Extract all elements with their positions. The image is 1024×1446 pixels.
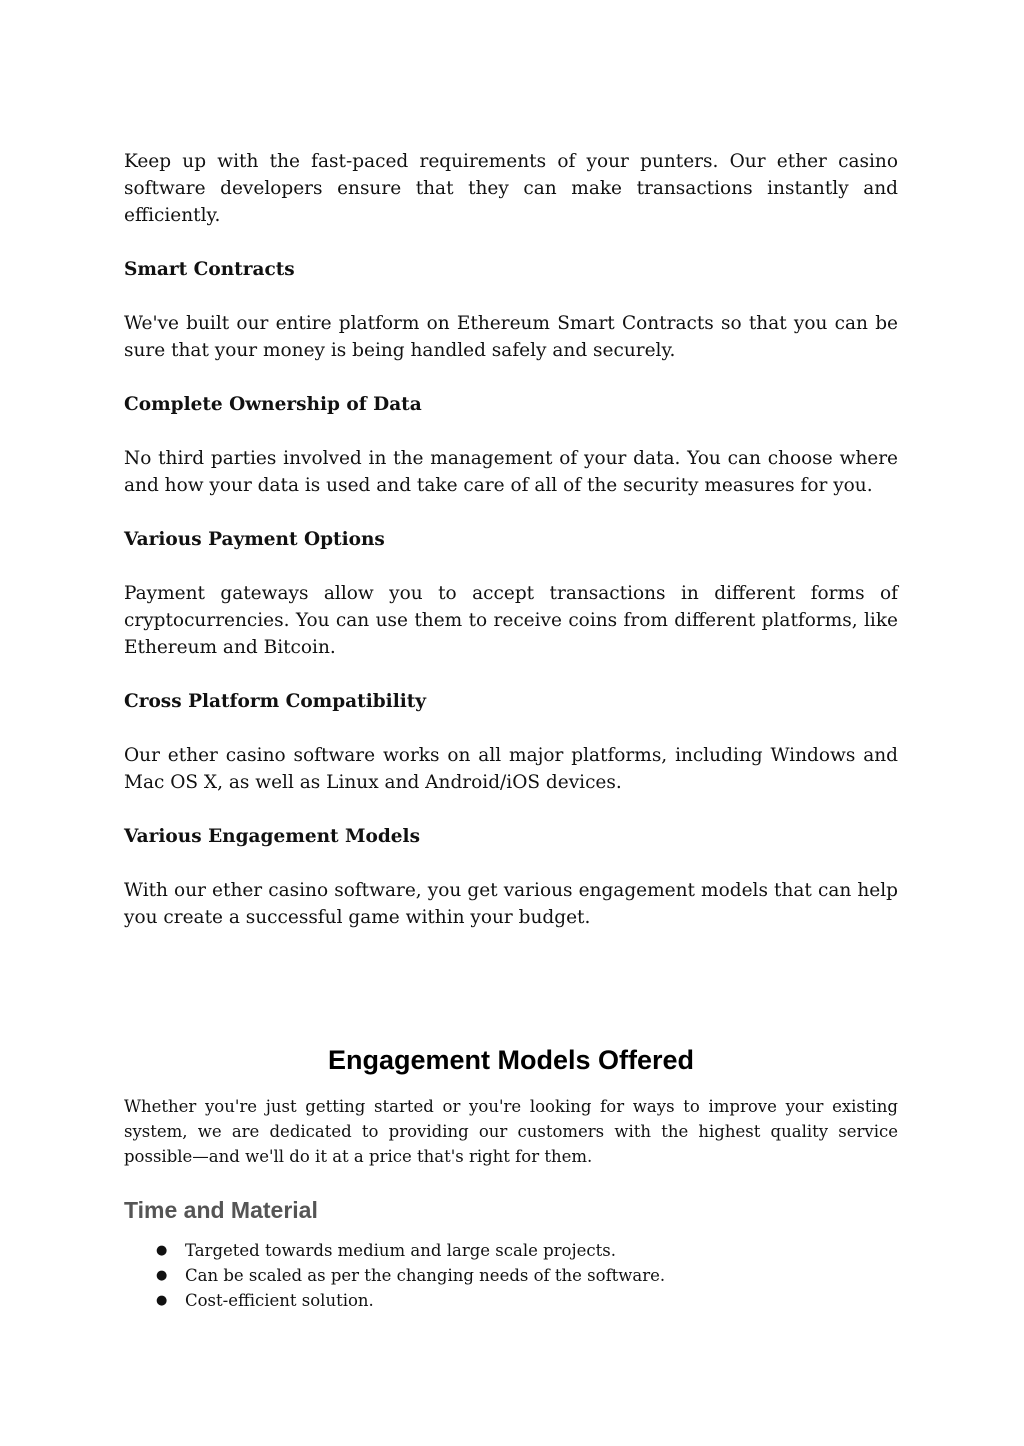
feature-text-data-ownership: No third parties involved in the management of your data. You can choose where and how your data is used and take care of all of the security measures for you. xyxy=(124,448,898,496)
spacer xyxy=(124,661,898,688)
spacer xyxy=(124,850,898,877)
feature-heading-payment-options: Various Payment Options xyxy=(124,529,385,550)
spacer xyxy=(124,553,898,580)
spacer xyxy=(124,1224,898,1238)
feature-text-smart-contracts: We've built our entire platform on Ethereum Smart Contracts so that you can be sure that your money is being handled safely and securely. xyxy=(124,313,898,361)
spacer xyxy=(124,1076,898,1094)
bullet-icon: ● xyxy=(156,1243,168,1258)
feature-heading-smart-contracts: Smart Contracts xyxy=(124,259,295,280)
list-item-text: Targeted towards medium and large scale projects. xyxy=(185,1241,616,1260)
list-item-text: Cost-efficient solution. xyxy=(185,1291,374,1310)
spacer xyxy=(124,715,898,742)
section-title: Engagement Models Offered xyxy=(327,1045,695,1075)
subsection-title: Time and Material xyxy=(124,1197,318,1223)
feature-text-payment-options: Payment gateways allow you to accept transactions in different forms of cryptocurrencies. You can use them to receive coins from different platforms, like Ethereum and Bitcoin. xyxy=(124,583,898,658)
spacer xyxy=(124,229,898,256)
bullet-icon: ● xyxy=(156,1293,168,1308)
engagement-intro: Whether you're just getting started or you're looking for ways to improve your existing system, we are dedicated to providing our customers with the highest quality service possible—and we'll do it at a price that's right for them. xyxy=(124,1097,898,1166)
list-item xyxy=(124,1263,898,1288)
intro-paragraph: Keep up with the fast-paced requirements of your punters. Our ether casino software developers ensure that they can make transactions instantly and efficiently. xyxy=(124,151,898,226)
feature-text-engagement-models: With our ether casino software, you get various engagement models that can help you create a successful game within your budget. xyxy=(124,880,898,928)
list-item xyxy=(124,1288,898,1313)
feature-heading-engagement-models: Various Engagement Models xyxy=(124,826,420,847)
list-item xyxy=(124,1238,898,1263)
feature-heading-data-ownership: Complete Ownership of Data xyxy=(124,394,422,415)
spacer xyxy=(124,499,898,526)
spacer xyxy=(124,931,898,1045)
feature-text-cross-platform: Our ether casino software works on all major platforms, including Windows and Mac OS X, as well as Linux and Android/iOS devices. xyxy=(124,745,898,793)
bullet-list xyxy=(124,1238,898,1313)
spacer xyxy=(124,796,898,823)
spacer xyxy=(124,283,898,310)
list-item-text: Can be scaled as per the changing needs of the software. xyxy=(185,1266,666,1285)
spacer xyxy=(124,1169,898,1197)
bullet-icon: ● xyxy=(156,1268,168,1283)
feature-heading-cross-platform: Cross Platform Compatibility xyxy=(124,691,427,712)
spacer xyxy=(124,418,898,445)
spacer xyxy=(124,364,898,391)
document-page xyxy=(124,148,898,1313)
